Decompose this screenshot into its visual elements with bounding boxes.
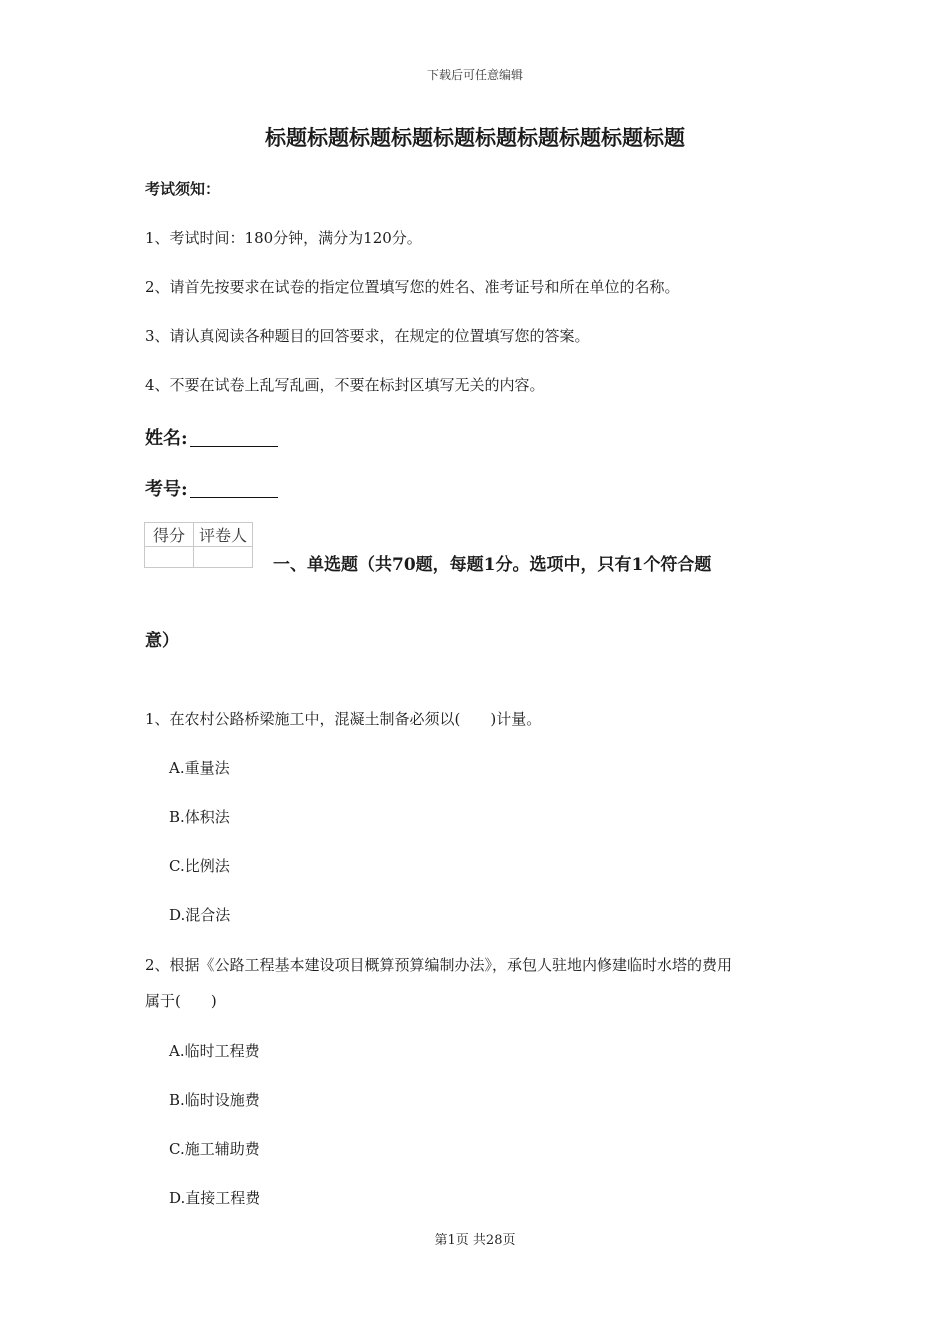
option-c[interactable]: C.比例法	[169, 857, 230, 875]
option-d[interactable]: D.混合法	[169, 906, 231, 924]
option-b[interactable]: B.临时设施费	[169, 1091, 260, 1109]
exam-number-label: 考号:	[145, 479, 188, 500]
option-a[interactable]: A.重量法	[169, 759, 230, 777]
section-title: 一、单选题（共70题，每题1分。选项中，只有1个符合题	[273, 555, 712, 575]
option-a[interactable]: A.临时工程费	[169, 1042, 260, 1060]
notice-item: 4、不要在试卷上乱写乱画，不要在标封区填写无关的内容。	[145, 376, 545, 394]
header-note: 下载后可任意编辑	[426, 68, 523, 82]
notice-item: 1、考试时间：180分钟，满分为120分。	[145, 229, 422, 247]
option-d[interactable]: D.直接工程费	[169, 1189, 261, 1207]
notice-item: 3、请认真阅读各种题目的回答要求，在规定的位置填写您的答案。	[145, 327, 590, 345]
option-b[interactable]: B.体积法	[169, 808, 230, 826]
option-c[interactable]: C.施工辅助费	[169, 1140, 260, 1158]
question-stem: 1、在农村公路桥梁施工中，混凝土制备必须以( )计量。	[145, 710, 542, 728]
notice-item: 2、请首先按要求在试卷的指定位置填写您的姓名、准考证号和所在单位的名称。	[145, 278, 680, 296]
exam-number-field[interactable]	[145, 475, 278, 501]
question-stem: 2、根据《公路工程基本建设项目概算预算编制办法》，承包人驻地内修建临时水塔的费用	[145, 956, 733, 974]
grader-header: 评卷人	[194, 523, 253, 547]
exam-number-blank-line[interactable]	[190, 479, 278, 498]
name-label: 姓名:	[145, 428, 188, 449]
score-cell[interactable]	[145, 547, 194, 568]
question-stem-continued: 属于( )	[145, 992, 217, 1010]
document-title: 标题标题标题标题标题标题标题标题标题标题	[265, 125, 685, 150]
section-title-continued: 意）	[145, 631, 179, 651]
page-footer: 第1页 共28页	[434, 1233, 516, 1248]
notice-heading: 考试须知：	[145, 180, 221, 198]
score-header: 得分	[145, 523, 194, 547]
name-field[interactable]	[145, 424, 278, 450]
name-blank-line[interactable]	[190, 428, 278, 447]
score-table	[144, 522, 253, 568]
grader-cell[interactable]	[194, 547, 253, 568]
